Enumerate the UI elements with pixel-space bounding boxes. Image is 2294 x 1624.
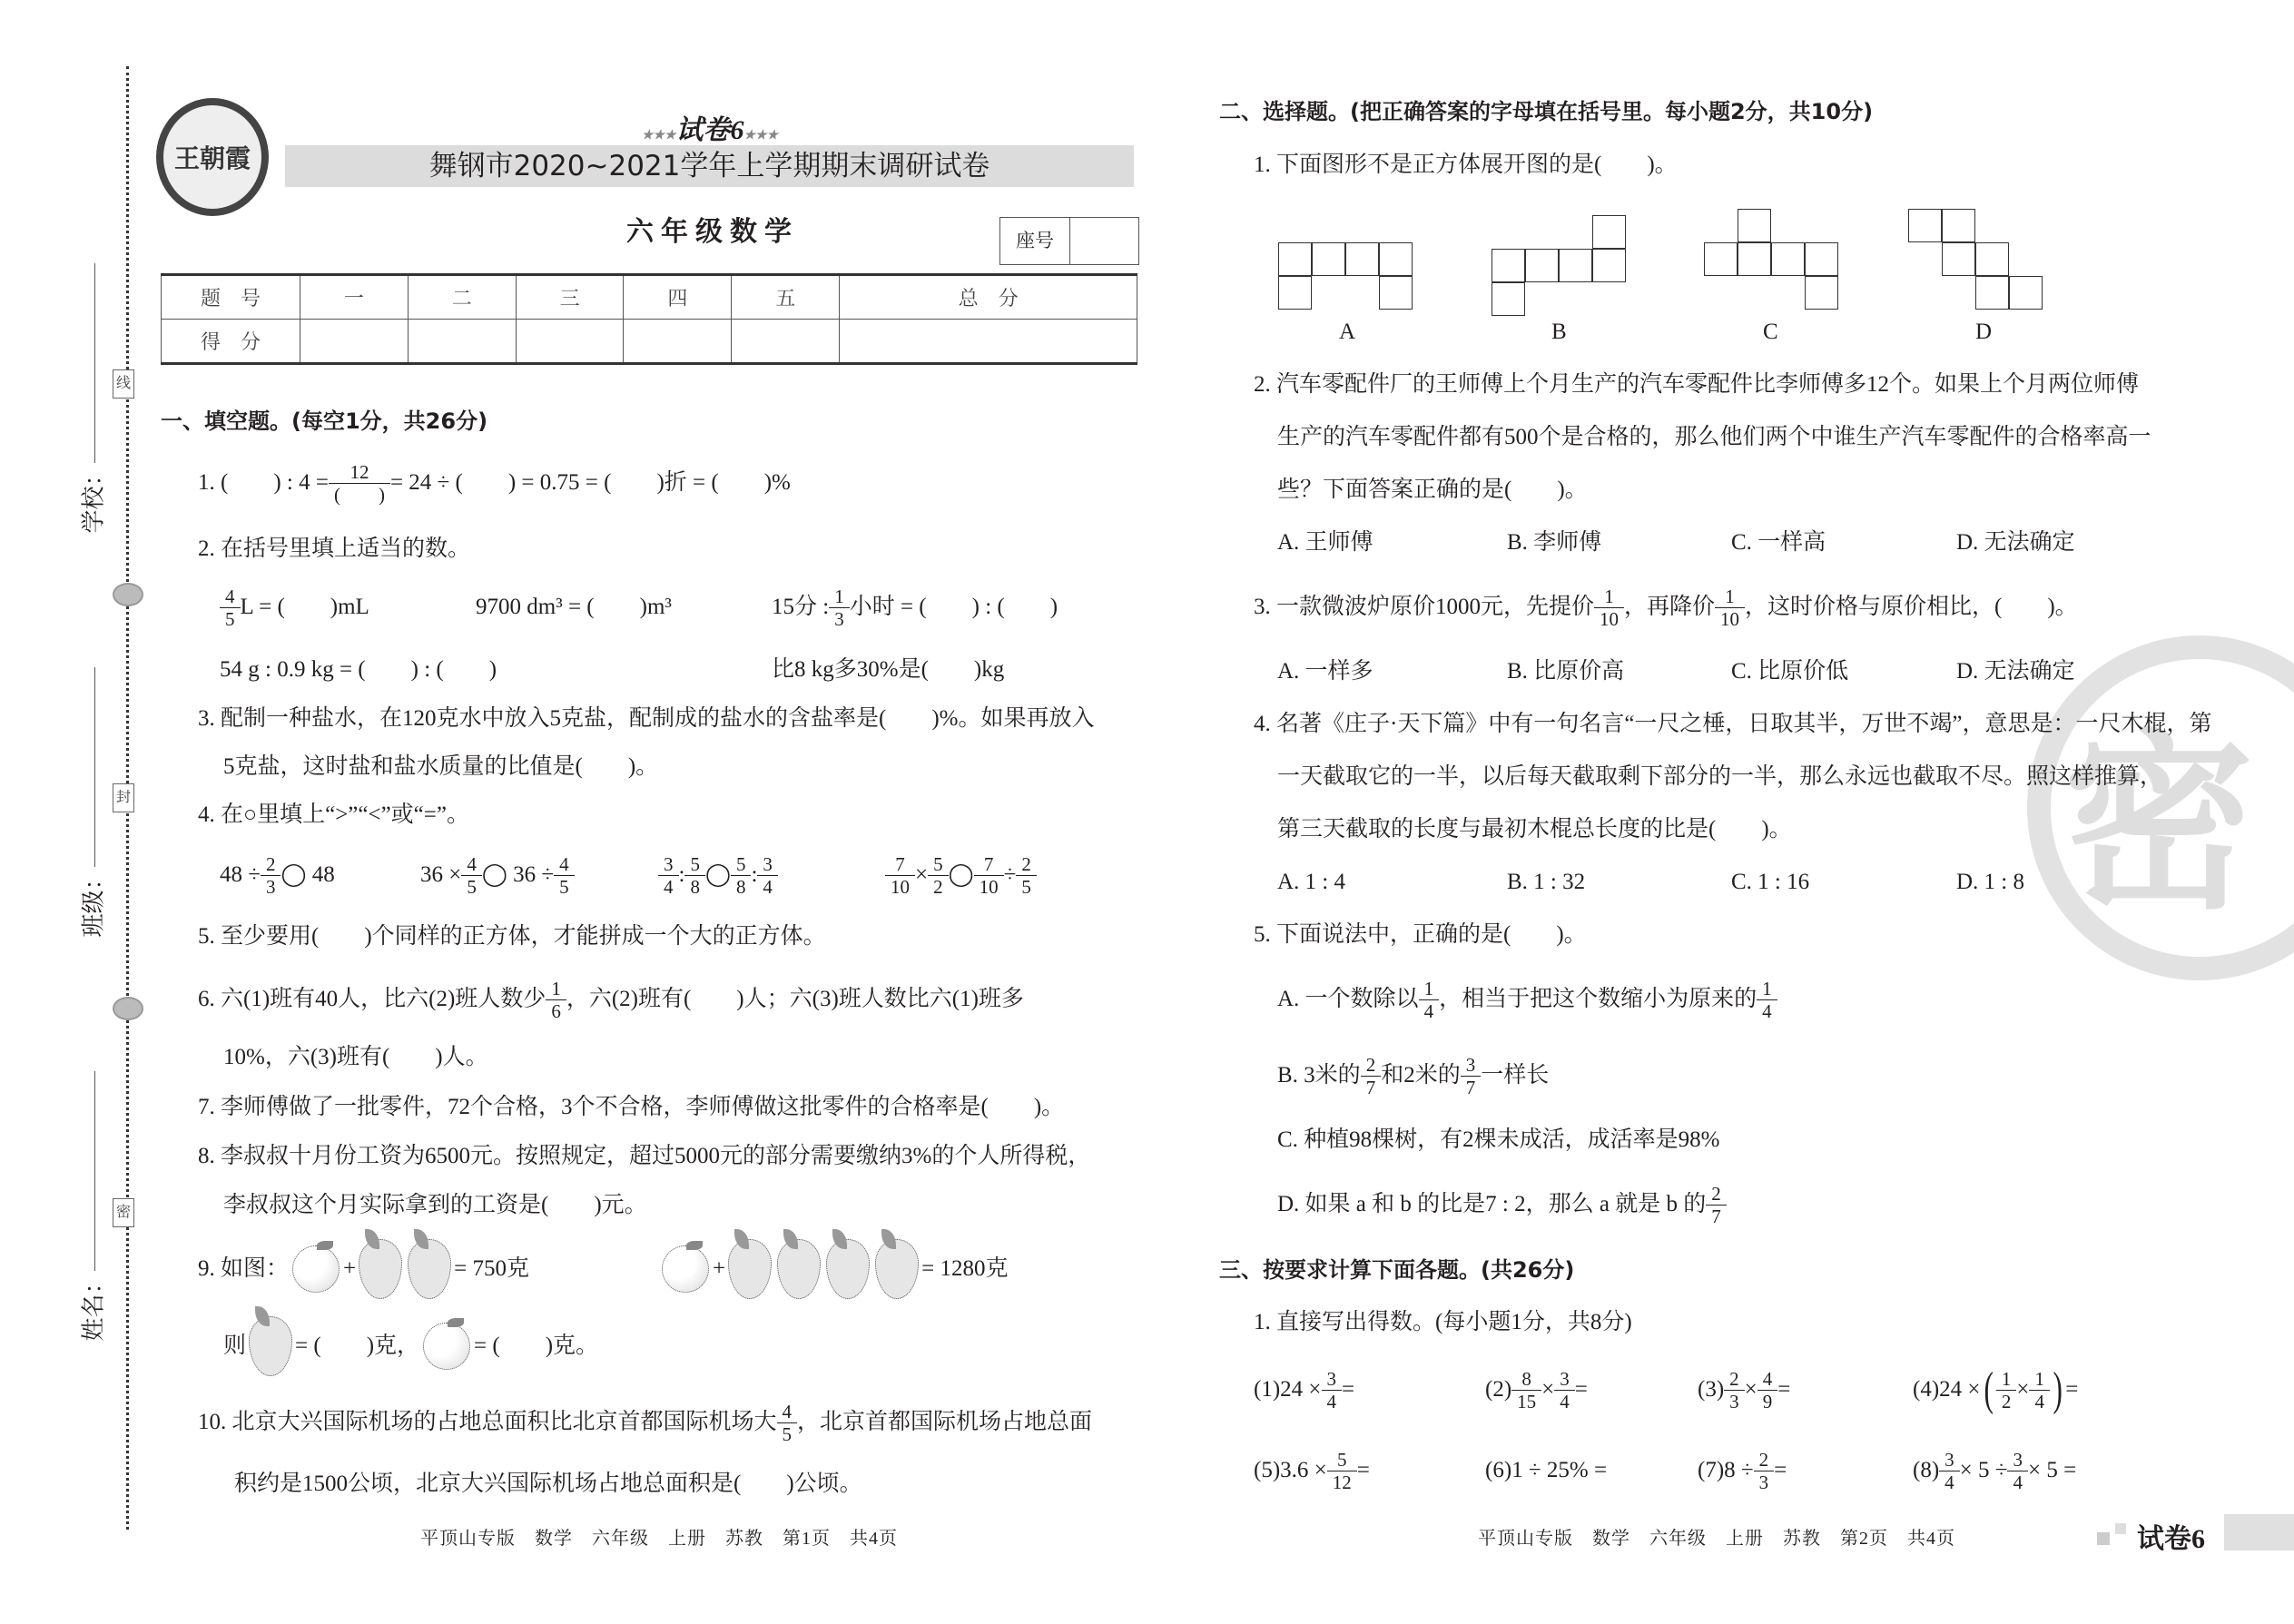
fill-q4: 4. 在○里填上“>”“<”或“=”。 [198,802,469,827]
fraction-denominator: ( ) [329,483,390,506]
text-segment: 9700 dm³ = ( )m³ [476,595,672,619]
text-segment: 9. 如图： [198,1256,290,1281]
fill-q9-line [223,1328,598,1364]
fraction [331,461,388,506]
calc-item [1698,1448,1787,1493]
text-segment: (5)3.6 × [1254,1458,1327,1482]
fraction-numerator: 1 [2001,1367,2012,1390]
text-segment: = [1342,1377,1355,1402]
pear-icon [777,1239,821,1299]
page-footer-right: 平顶山专版 数学 六年级 上册 苏教 第2页 共4页 [1478,1529,1955,1549]
fraction [780,1401,795,1445]
fraction-denominator: 3 [261,875,281,898]
apple-icon [662,1245,709,1293]
section2-title: 二、选择题。(把正确答案的字母填在括号里。每小题2分，共10分) [1219,99,1874,124]
fraction-denominator: 5 [1016,875,1037,898]
fill-q3-line: 3. 配制一种盐水，在120克水中放入5克盐，配制成的盐水的含盐率是( )%。如果再放入 [198,706,1095,731]
compare-item [658,852,778,898]
text-segment: L = ( )mL [240,595,369,619]
rose-icon [113,583,143,606]
text-segment: 48 ÷ [220,862,261,887]
calc-item [1913,1448,2077,1493]
option-a: A. 1 : 4 [1277,870,1345,894]
fraction [1759,978,1775,1022]
fraction-denominator: 4 [1419,999,1440,1022]
fraction-numerator: 7 [983,852,994,875]
fraction-numerator: 2 [1729,1367,1739,1390]
fill-q2-item [772,585,1058,630]
fraction-numerator: 3 [1465,1053,1476,1076]
fill-q7: 7. 李师傅做了一批零件，72个合格，3个不合格，李师傅做这批零件的合格率是( )。 [198,1095,1065,1119]
fraction [888,853,912,898]
text-segment: 和2米的 [1381,1063,1461,1088]
fraction-denominator: 8 [684,875,705,898]
calc-item [1485,1452,1607,1489]
fraction-numerator: 2 [1365,1053,1376,1076]
fraction [1597,586,1621,630]
fill-q2-item [220,652,497,688]
text-segment: = [2065,1377,2079,1402]
fill-q3-line: 5克盐，这时盐和盐水质量的比值是( )。 [223,754,659,779]
fraction-numerator: 5 [1337,1448,1347,1471]
text-segment: (8) [1913,1458,1940,1482]
text-segment: : [678,862,685,887]
fraction-denominator: 5 [220,607,241,630]
text-segment: ，这时价格与原价相比，( )。 [1745,595,2078,619]
fraction-numerator: 2 [1758,1448,1769,1471]
fraction [1718,586,1742,630]
choice-q5-option-a [1277,977,1777,1022]
text-segment: = ( )克， [295,1334,420,1358]
fraction-denominator: 4 [2007,1471,2028,1493]
fill-q10-line [198,1400,1093,1445]
seat-number-box[interactable] [999,217,1139,265]
choice-q5: 5. 下面说法中，正确的是( )。 [1254,922,1587,947]
text-segment: = [1574,1377,1588,1402]
seat-number-label: 座号 [1000,218,1070,264]
text-segment: : [751,862,758,887]
fraction-denominator: 12 [1327,1471,1357,1493]
text-segment: ，北京首都国际机场占地总面 [797,1410,1093,1434]
score-header-cell: 三 [516,275,624,320]
fraction [930,853,946,898]
calc-item [1254,1448,1370,1493]
apple-icon [423,1323,470,1370]
option-b: B. 李师傅 [1507,530,1602,555]
fraction-numerator: 1 [1762,977,1772,999]
text-segment: (3) [1698,1377,1725,1402]
score-table [161,273,1137,365]
fraction-numerator: 5 [690,852,700,875]
option-b: B. 1 : 32 [1507,870,1586,894]
fraction-denominator: 3 [1724,1390,1745,1412]
fraction-denominator: 3 [829,607,850,630]
fill-q2-item [772,652,1004,688]
choice-q1: 1. 下面图形不是正方体展开图的是( )。 [1254,153,1678,177]
school-label: 学校： [80,462,107,534]
fraction-numerator: 5 [735,852,746,875]
fraction-denominator: 2 [928,875,949,898]
class-write-line[interactable] [94,667,95,867]
rose-icon [113,997,143,1020]
compare-item [220,852,335,898]
fraction-numerator: 4 [559,852,569,875]
pear-icon [408,1239,451,1299]
text-segment: 比8 kg多30%是( )kg [772,657,1005,682]
fraction-numerator: 1 [834,585,844,607]
brand-logo [156,98,269,216]
series-heading [615,107,805,147]
text-segment: × [1541,1377,1555,1402]
fraction [263,853,279,898]
text-segment: (2) [1485,1377,1512,1402]
name-write-line[interactable] [94,1071,95,1271]
choice-q2-line: 些？下面答案正确的是( )。 [1277,477,1588,502]
fraction-denominator: 5 [777,1422,798,1445]
score-row-label: 得 分 [162,320,300,364]
fraction-denominator: 5 [554,875,575,898]
text-segment: 10. 北京大兴国际机场的占地总面积比北京首都国际机场大 [198,1410,777,1434]
pear-icon [249,1316,292,1376]
fraction-denominator: 10 [885,875,915,898]
fraction-denominator: 8 [731,875,752,898]
calc-item [1254,1367,1355,1412]
fraction [1364,1054,1379,1098]
fraction [1330,1449,1354,1493]
text-segment: 15分 : [772,595,830,619]
fraction-denominator: 4 [658,875,679,898]
fill-q6-line [198,977,1024,1022]
fill-q8-line: 李叔叔这个月实际拿到的工资是( )元。 [223,1193,647,1217]
pear-icon [875,1239,919,1299]
option-a: A. 王师傅 [1277,530,1373,555]
score-cell[interactable] [408,320,516,364]
fraction-numerator: 1 [1423,977,1434,999]
exam-title: 舞钢市2020~2021学年上学期期末调研试卷 [428,150,990,182]
fraction [832,586,847,630]
logo-text: 王朝霞 [173,145,251,173]
score-header-cell: 题 号 [162,275,300,320]
text-segment: B. 3米的 [1277,1063,1361,1088]
fraction [1422,978,1437,1022]
school-write-line[interactable] [94,263,95,463]
score-cell[interactable] [300,320,409,364]
fill-q2: 2. 在括号里填上适当的数。 [198,536,471,561]
fraction-numerator: 1 [1725,585,1735,607]
apple-icon [292,1245,340,1293]
text-segment: 1. ( ) : 4 = [198,470,329,495]
fraction-denominator: 7 [1461,1076,1482,1098]
text-segment: = 750克 [454,1256,529,1281]
choice-q4-line: 第三天截取的长度与最初木棍总长度的比是( )。 [1277,817,1792,842]
big-parenthesis: ( [1983,1363,1994,1415]
option-a: A. 一样多 [1277,659,1373,684]
series-label: 试卷6 [675,115,744,145]
text-segment: 36 × [420,862,462,887]
big-parenthesis: ) [2053,1363,2063,1415]
choice-q5-option-c: C. 种植98棵树，有2棵未成活，成活率是98% [1277,1127,1720,1152]
fraction-numerator: 4 [782,1400,793,1422]
text-segment: = [1777,1377,1791,1402]
fraction [1557,1368,1572,1412]
pear-icon [359,1239,402,1299]
page-footer-left: 平顶山专版 数学 六年级 上册 苏教 第1页 共4页 [420,1529,898,1549]
compare-item [885,852,1037,898]
fraction-denominator: 10 [1715,607,1745,630]
fraction-denominator: 10 [974,875,1004,898]
fraction-denominator: 4 [1939,1471,1960,1493]
text-segment: (7)8 ÷ [1698,1458,1754,1482]
fraction [1727,1368,1742,1412]
text-segment: ，六(2)班有( )人；六(3)班人数比六(1)班多 [566,987,1024,1011]
text-segment: = 1280克 [921,1256,1009,1281]
text-segment: = 24 ÷ ( ) = 0.75 = ( )折 = ( )% [389,470,791,495]
fraction [556,853,572,898]
fraction-numerator: 3 [1944,1448,1954,1471]
option-d: D. 无法确定 [1956,659,2075,684]
fraction [2010,1449,2025,1493]
fraction-numerator: 2 [1021,852,1031,875]
fraction [1942,1449,1957,1493]
fill-q2-item [476,589,672,625]
calc-q1: 1. 直接写出得数。(每小题1分，共8分) [1254,1310,1632,1334]
margin-tag-xian: 线 [113,369,134,399]
badge-decor [2115,1523,2126,1534]
name-label: 姓名： [80,1270,107,1342]
fraction [977,853,1001,898]
fraction [222,586,238,630]
fraction-denominator: 3 [1754,1471,1775,1493]
fraction [2032,1368,2047,1412]
choice-q2-line: 生产的汽车零配件都有500个是合格的，那么他们两个中谁生产汽车零配件的合格率高一 [1277,425,2151,449]
fraction [548,978,564,1022]
text-segment: ÷ [1003,862,1017,887]
text-segment: ，相当于把这个数缩小为原来的 [1439,987,1757,1011]
text-segment: × [915,862,929,887]
text-segment: (6)1 ÷ 25% = [1485,1458,1608,1482]
stars-right-icon: ★★★ [743,129,779,143]
fraction [661,853,676,898]
margin-tag-feng: 封 [113,783,134,812]
text-segment: 小时 = ( ) : ( ) [849,595,1058,619]
subject-title: 六年级数学 [626,216,799,248]
fraction [733,853,749,898]
option-c: C. 比原价低 [1731,659,1849,684]
text-segment: (1)24 × [1254,1377,1322,1402]
fraction-denominator: 7 [1361,1076,1382,1098]
fill-q9-line [198,1251,529,1287]
fraction [1708,1183,1724,1227]
paper-badge [2097,1514,2294,1554]
fraction-numerator: 8 [1521,1367,1531,1390]
text-segment: (4)24 × [1913,1377,1981,1402]
score-cell[interactable] [840,320,1137,364]
fraction-denominator: 4 [1322,1390,1343,1412]
section3-title: 三、按要求计算下面各题。(共26分) [1219,1257,1575,1283]
compare-item [420,852,575,898]
seat-number-field[interactable] [1070,218,1138,264]
stars-left-icon: ★★★ [641,129,676,143]
class-label: 班级： [80,866,107,938]
text-segment: = [1774,1458,1787,1482]
net-label-a: A [1339,320,1356,344]
net-label-d: D [1975,320,1993,344]
fill-q8-line: 8. 李叔叔十月份工资为6500元。按照规定，超过5000元的部分需要缴纳3%的个人所得税， [198,1144,1091,1168]
fraction-denominator: 2 [1996,1390,2017,1412]
badge-bg [2224,1514,2294,1550]
fraction-denominator: 15 [1511,1390,1541,1412]
text-segment: 则 [223,1334,247,1358]
text-segment: = [1356,1458,1370,1482]
fraction-numerator: 1 [551,977,561,999]
choice-q4-line: 一天截取它的一半，以后每天截取剩下部分的一半，那么永远也截取不尽。照这样推算， [1277,764,2163,789]
fraction [1463,1054,1479,1098]
text-segment: ◯ 36 ÷ [481,862,555,887]
text-segment: D. 如果 a 和 b 的比是7 : 2，那么 a 就是 b 的 [1277,1192,1707,1216]
fraction-numerator: 5 [933,852,943,875]
fraction-numerator: 4 [225,585,235,607]
fraction-numerator: 3 [1560,1367,1570,1390]
fraction-numerator: 3 [664,852,674,875]
choice-q2-line: 2. 汽车零配件厂的王师傅上个月生产的汽车零配件比李师傅多12个。如果上个月两位师傅 [1254,372,2140,397]
option-b: B. 比原价高 [1507,659,1625,684]
section1-title: 一、填空题。(每空1分，共26分) [161,408,488,434]
fraction-numerator: 2 [265,852,276,875]
fraction-numerator: 3 [1326,1367,1336,1390]
fraction [464,853,479,898]
fill-q1 [198,460,791,506]
option-d: D. 1 : 8 [1956,870,2024,894]
text-segment: ◯ [948,862,974,887]
text-segment: ◯ [704,862,731,887]
fraction [760,853,775,898]
score-cell[interactable] [732,320,840,364]
score-cell[interactable] [624,320,732,364]
badge-label: 试卷6 [2137,1524,2205,1554]
score-header-cell: 总 分 [840,275,1137,320]
score-table-score-row [162,320,1137,364]
option-c: C. 1 : 16 [1731,870,1810,894]
text-segment: ◯ 48 [281,862,335,887]
fraction-numerator: 7 [895,852,905,875]
fraction-denominator: 7 [1706,1205,1727,1227]
text-segment: 一样长 [1481,1063,1550,1088]
fraction [1999,1368,2014,1412]
option-d: D. 无法确定 [1956,530,2075,555]
fraction-numerator: 1 [1604,585,1614,607]
choice-q5-option-b [1277,1053,1550,1098]
fill-q10-line: 积约是1500公顷，北京大兴国际机场占地总面积是( )公顷。 [234,1471,862,1496]
text-segment: A. 一个数除以 [1277,987,1419,1011]
fill-q5: 5. 至少要用( )个同样的正方体，才能拼成一个大的正方体。 [198,924,826,949]
fraction-numerator: 3 [763,852,773,875]
choice-q4-line: 4. 名著《庄子·天下篇》中有一句名言“一尺之棰，日取其半，万世不竭”，意思是：一尺木棍，第 [1254,712,2212,736]
fraction-denominator: 6 [546,999,566,1022]
fraction [1757,1449,1772,1493]
text-segment: 6. 六(1)班有40人，比六(2)班人数少 [198,987,546,1011]
fraction-denominator: 4 [1757,999,1777,1022]
text-segment: 54 g : 0.9 kg = ( ) : ( ) [220,657,497,682]
pear-icon [728,1239,772,1299]
fraction-numerator: 3 [2013,1448,2023,1471]
fraction-denominator: 9 [1757,1390,1778,1412]
fill-q2-item [220,585,369,630]
fill-q6-line: 10%，六(3)班有( )人。 [223,1045,488,1069]
net-label-c: C [1763,320,1778,344]
badge-decor [2097,1532,2110,1545]
fraction-denominator: 5 [461,875,482,898]
text-segment: = ( )克。 [474,1334,599,1358]
fraction-denominator: 4 [2029,1390,2050,1412]
text-segment: × 5 = [2027,1458,2077,1482]
fraction [1514,1368,1539,1412]
score-header-cell: 二 [408,275,516,320]
text-segment: 3. 一款微波炉原价1000元，先提价 [1254,595,1595,619]
score-header-cell: 四 [624,275,732,320]
score-header-cell: 一 [300,275,409,320]
fraction-numerator: 12 [350,460,369,483]
fill-q9-line [658,1251,1008,1287]
fraction-numerator: 4 [1762,1367,1773,1390]
pear-icon [826,1239,870,1299]
text-segment: × 5 ÷ [1959,1458,2008,1482]
score-table-header-row [162,275,1137,320]
fraction-denominator: 10 [1594,607,1624,630]
calc-item [1913,1363,2079,1415]
text-segment: + [343,1256,357,1281]
score-header-cell: 五 [732,275,840,320]
watermark-text: 密 [2063,721,2254,931]
fraction [1019,853,1034,898]
fraction [1760,1368,1776,1412]
choice-q5-option-d [1277,1182,1727,1227]
text-segment: ，再降价 [1624,595,1716,619]
margin-tag-mi: 密 [113,1198,134,1227]
fraction-denominator: 4 [1554,1390,1575,1412]
calc-item [1485,1367,1588,1412]
fraction-denominator: 4 [757,875,778,898]
net-label-b: B [1551,320,1567,344]
fraction [1324,1368,1340,1412]
fraction-numerator: 2 [1711,1182,1721,1205]
fraction-numerator: 1 [2034,1367,2044,1390]
text-segment: × [2016,1377,2030,1402]
text-segment: + [713,1256,726,1281]
fraction [687,853,703,898]
fraction-numerator: 4 [467,852,477,875]
option-c: C. 一样高 [1731,530,1826,555]
text-segment: × [1744,1377,1757,1402]
calc-item [1698,1367,1791,1412]
score-cell[interactable] [516,320,624,364]
choice-q3 [1254,585,2078,630]
